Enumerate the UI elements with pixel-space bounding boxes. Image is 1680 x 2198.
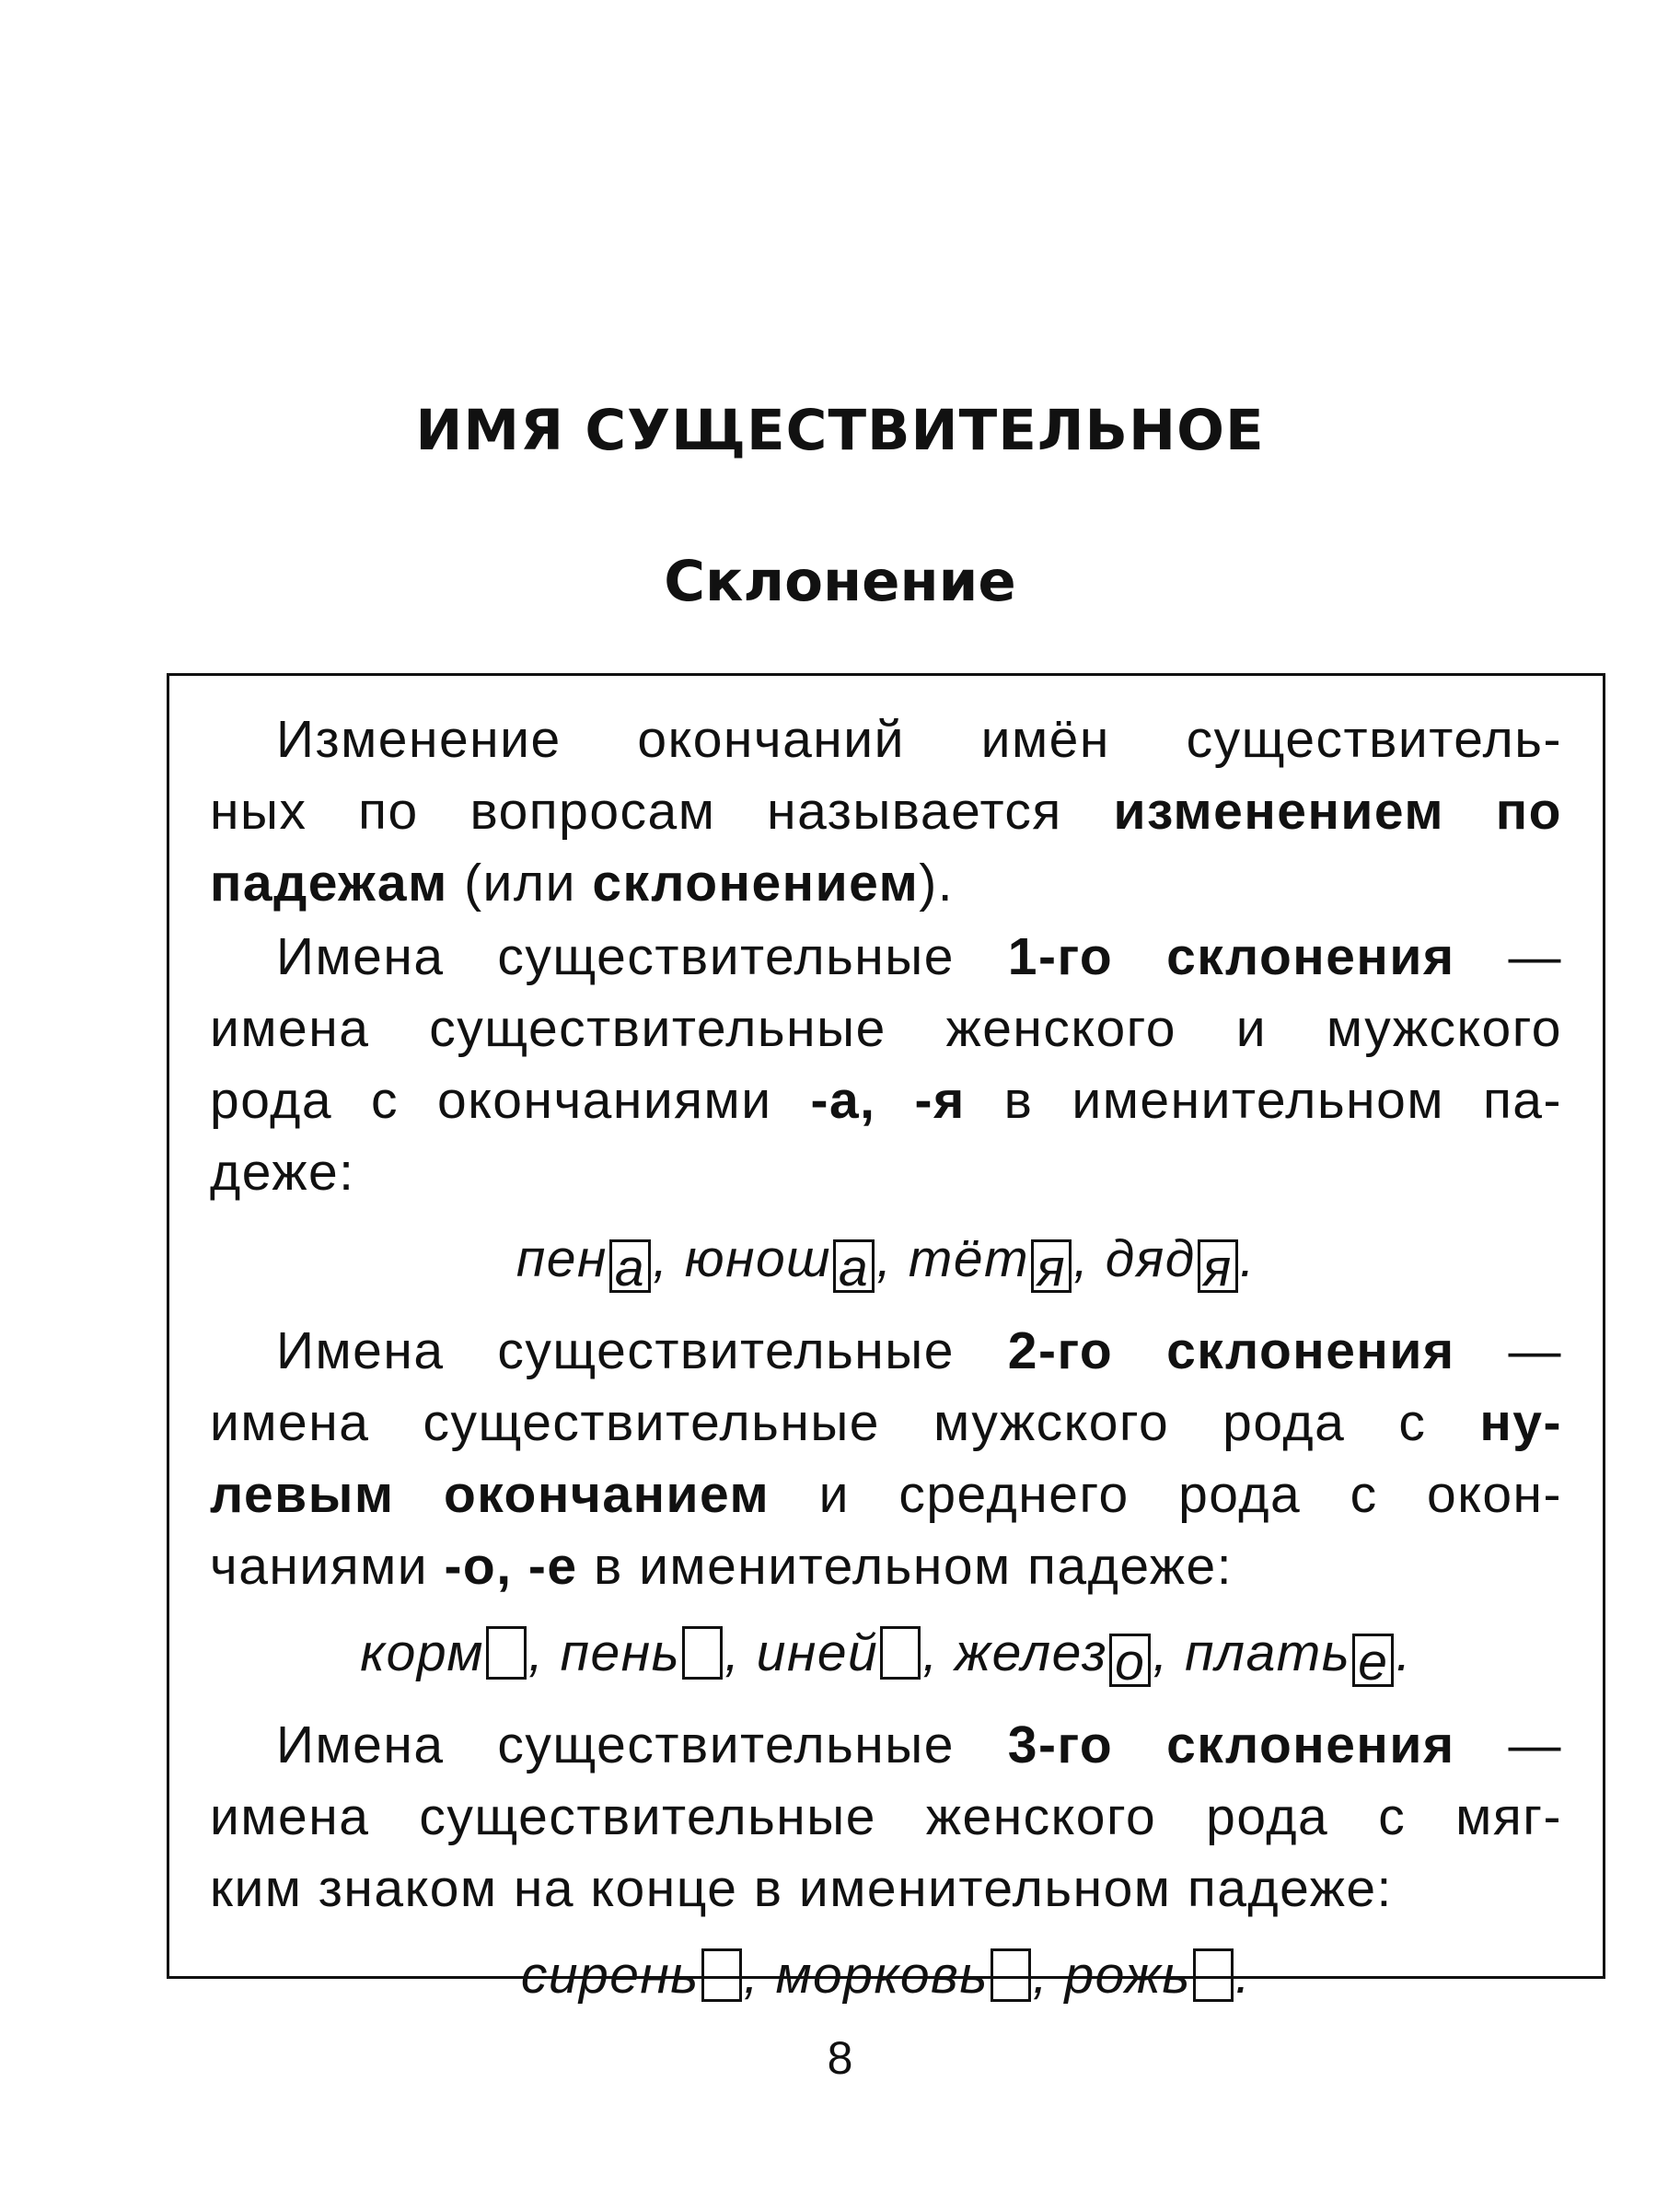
decl2-text: —: [1454, 1321, 1562, 1380]
word-separator: ,: [527, 1623, 561, 1682]
decl3-line-3: [210, 1853, 1562, 1925]
example-word: [1185, 1623, 1412, 1692]
word-separator: .: [1234, 1946, 1252, 2005]
word-separator: ,: [1032, 1946, 1065, 2005]
decl2-text: имена существительные мужского рода с: [210, 1393, 1480, 1452]
word-stem: желез: [954, 1623, 1108, 1682]
word-stem: морковь: [775, 1946, 989, 2005]
example-word: [684, 1229, 909, 1297]
intro-text: (или: [447, 854, 593, 913]
decl1-text: деже:: [210, 1143, 355, 1202]
decl2-term: ну-: [1479, 1393, 1562, 1452]
word-stem: пень: [560, 1623, 681, 1682]
example-word: [1064, 1946, 1251, 2005]
zero-ending-box: [486, 1626, 527, 1680]
word-separator: ,: [653, 1229, 685, 1288]
section-title: Склонение: [664, 549, 1016, 614]
decl3-text: —: [1454, 1715, 1562, 1774]
intro-line-1: [210, 704, 1562, 775]
decl1-examples: [210, 1223, 1562, 1295]
example-word: [757, 1623, 955, 1682]
word-separator: ,: [922, 1623, 955, 1682]
zero-ending-box: [1193, 1948, 1234, 2002]
decl1-line-3: [210, 1064, 1562, 1136]
decl3-text: Имена существительные: [276, 1715, 1008, 1774]
decl2-examples: [210, 1617, 1562, 1692]
declension-2-paragraph: [210, 1315, 1562, 1602]
intro-term: склонением: [592, 854, 920, 913]
decl2-text: в именительном падеже:: [577, 1537, 1234, 1596]
decl3-examples: [210, 1939, 1562, 2011]
decl2-term: 2-го склонения: [1007, 1321, 1455, 1380]
intro-term: падежам: [210, 854, 448, 913]
word-separator: .: [1239, 1229, 1257, 1288]
word-stem: иней: [756, 1623, 879, 1682]
declension-3-paragraph: [210, 1709, 1562, 1925]
intro-text: ).: [919, 854, 955, 913]
decl2-text: чаниями: [210, 1537, 445, 1596]
example-word: [775, 1946, 1064, 2005]
decl3-term: 3-го склонения: [1007, 1715, 1455, 1774]
word-stem: плать: [1185, 1623, 1351, 1682]
decl3-text: имена существительные женского рода с мяг-: [210, 1787, 1562, 1846]
decl2-line-3: [210, 1459, 1562, 1530]
ending-box: я: [1198, 1239, 1238, 1293]
ending-box: а: [609, 1239, 651, 1293]
word-stem: дяд: [1105, 1229, 1196, 1288]
word-stem: пен: [516, 1229, 608, 1288]
intro-text: Изменение окончаний имён существитель-: [276, 710, 1562, 769]
decl3-line-1: [210, 1709, 1562, 1781]
word-separator: ,: [1153, 1623, 1186, 1682]
decl2-line-2: [210, 1387, 1562, 1459]
word-separator: ,: [724, 1623, 757, 1682]
decl1-line-4: [210, 1136, 1562, 1208]
example-word: [360, 1623, 560, 1682]
word-separator: ,: [1073, 1229, 1106, 1288]
decl1-text: рода с окончаниями: [210, 1071, 811, 1130]
page-number: 8: [827, 2032, 853, 2084]
declension-1-paragraph: [210, 921, 1562, 1208]
decl2-text: и среднего рода с окон-: [770, 1465, 1562, 1524]
decl1-text: —: [1454, 927, 1562, 986]
word-stem: корм: [360, 1623, 484, 1682]
intro-text: ных по вопросам называется: [210, 782, 1114, 841]
intro-line-3: [210, 847, 1562, 919]
zero-ending-box: [701, 1948, 742, 2002]
ending-box: а: [833, 1239, 875, 1293]
decl1-line-1: [210, 921, 1562, 993]
rule-box: [167, 673, 1605, 2005]
zero-ending-box: [682, 1626, 723, 1680]
example-word: [521, 1946, 776, 2005]
page-title: ИМЯ СУЩЕСТВИТЕЛЬНОЕ: [415, 398, 1265, 463]
zero-ending-box: [880, 1626, 921, 1680]
ending-box: е: [1352, 1634, 1394, 1687]
ending-box: о: [1109, 1634, 1151, 1687]
example-word: [561, 1623, 757, 1682]
word-stem: тёт: [908, 1229, 1030, 1288]
ending-box: я: [1031, 1239, 1072, 1293]
example-word: [1105, 1229, 1257, 1297]
example-word: [954, 1623, 1186, 1692]
word-separator: .: [1396, 1623, 1412, 1682]
word-separator: ,: [743, 1946, 776, 2005]
decl1-term: -а, -я: [810, 1071, 966, 1130]
decl2-text: Имена существительные: [276, 1321, 1008, 1380]
intro-line-2: [210, 775, 1562, 847]
decl2-term: -о, -е: [444, 1537, 578, 1596]
word-separator: ,: [876, 1229, 909, 1288]
decl2-line-4: [210, 1530, 1562, 1602]
word-stem: рожь: [1064, 1946, 1191, 2005]
decl1-text: Имена существительные: [276, 927, 1008, 986]
decl2-term: левым окончанием: [210, 1465, 770, 1524]
decl1-line-2: [210, 993, 1562, 1064]
decl2-line-1: [210, 1315, 1562, 1387]
example-word: [516, 1229, 685, 1297]
example-word: [908, 1229, 1106, 1297]
decl1-text: имена существительные женского и мужского: [210, 999, 1562, 1058]
intro-term: изменением по: [1113, 782, 1562, 841]
zero-ending-box: [991, 1948, 1031, 2002]
decl3-line-2: [210, 1781, 1562, 1853]
word-stem: сирень: [520, 1946, 700, 2005]
decl1-text: в именительном па-: [965, 1071, 1562, 1130]
decl3-text: ким знаком на конце в именительном падеже:: [210, 1859, 1393, 1918]
decl1-term: 1-го склонения: [1007, 927, 1455, 986]
intro-paragraph: [210, 704, 1562, 919]
word-stem: юнош: [684, 1229, 831, 1288]
